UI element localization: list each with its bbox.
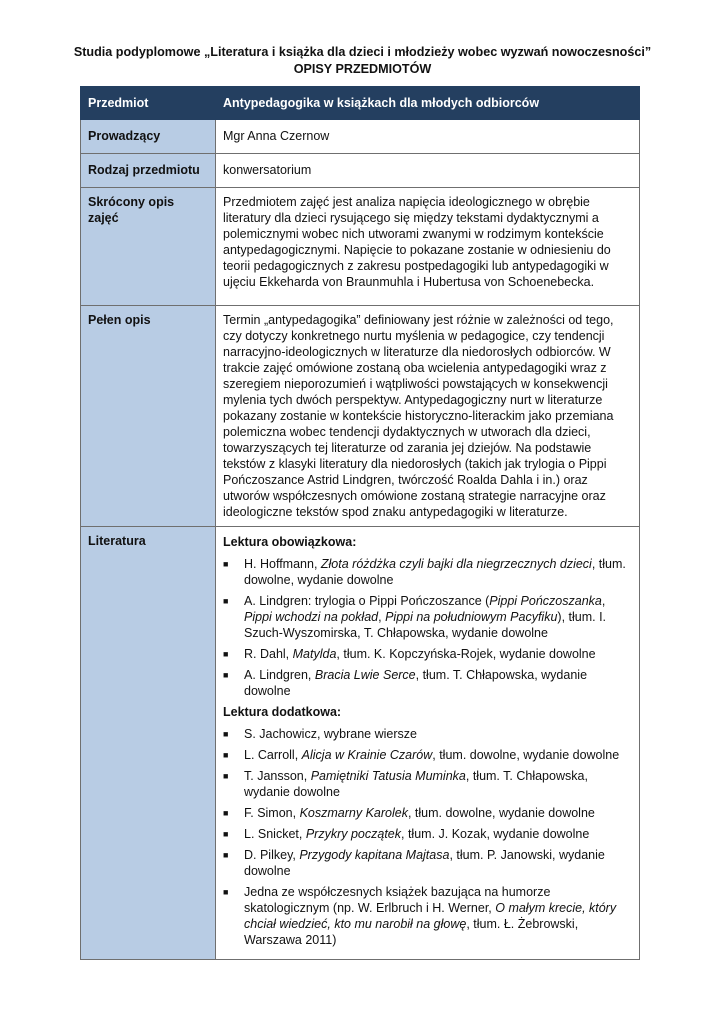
reading-text: L. Snicket,: [244, 827, 306, 841]
reading-text: S. Jachowicz, wybrane wiersze: [244, 727, 417, 741]
reading-list-item: [223, 747, 632, 763]
reading-text: H. Hoffmann,: [244, 557, 321, 571]
literature-cell: [216, 527, 640, 960]
book-title: Złota różdżka czyli bajki dla niegrzecznych dzieci: [320, 557, 592, 571]
reading-text: , tłum. dowolne, wydanie dowolne: [407, 806, 595, 820]
reading-list-item: [223, 556, 632, 588]
bullet-icon: ■: [223, 750, 229, 760]
reading-text: , tłum. dowolne, wydanie dowolne: [244, 557, 626, 587]
reading-list-item: [223, 646, 632, 662]
reading-list-item: [223, 826, 632, 842]
book-title: Pippi wchodzi na pokład: [244, 610, 379, 624]
bullet-icon: ■: [223, 850, 229, 860]
bullet-icon: ■: [223, 887, 229, 897]
reading-text: T. Jansson,: [244, 769, 311, 783]
reading-text: , tłum. dowolne, wydanie dowolne: [432, 748, 620, 762]
course-type-label: Rodzaj przedmiotu: [81, 154, 216, 188]
book-title: Koszmarny Karolek: [299, 806, 408, 820]
table-header-row: [81, 87, 640, 120]
section-title: OPISY PRZEDMIOTÓW: [293, 62, 432, 76]
table-row: [81, 306, 640, 527]
reading-text: , tłum. T. Chłapowska, wydanie dowolne: [244, 668, 588, 698]
bullet-icon: ■: [223, 596, 229, 606]
reading-text: F. Simon,: [244, 806, 300, 820]
reading-text: , tłum. T. Chłapowska, wydanie dowolne: [244, 769, 588, 799]
bullet-icon: ■: [223, 649, 229, 659]
reading-list-item: [223, 593, 632, 641]
program-title: Studia podyplomowe „Literatura i książka dla dzieci i młodzieży wobec wyzwań nowoczesności”: [73, 45, 652, 59]
course-type-value: konwersatorium: [216, 154, 640, 188]
reading-text: L. Carroll,: [244, 748, 302, 762]
table-row: [81, 188, 640, 306]
reading-list-item: [223, 726, 632, 742]
reading-text: A. Lindgren: trylogia o Pippi Pończoszance (: [244, 594, 490, 608]
reading-list-item: [223, 884, 632, 948]
course-description-table: [80, 86, 640, 960]
reading-text: ,: [378, 610, 386, 624]
reading-text: , tłum. P. Janowski, wydanie dowolne: [244, 848, 605, 878]
table-row: [81, 527, 640, 960]
bullet-icon: ■: [223, 729, 229, 739]
lecturer-value: Mgr Anna Czernow: [216, 120, 640, 154]
short-description-text: Przedmiotem zajęć jest analiza napięcia ideologicznego w obrębie literatury dla dzieci rysującego się między tekstami dydaktycznymi a polemicznymi wobec nich utworami zwanymi w rodzimym kontekście antypedagogicznymi. Napięcie to pokazane zostanie w odniesieniu do teorii pedagogicznych z zakresu postpedagogiki lub antypedagogiki w ujęciu Ekkeharda von Braunmuhla i Hubertusa von Schoenebecka.: [223, 195, 611, 289]
bullet-icon: ■: [223, 829, 229, 839]
reading-text: Jedna ze współczesnych książek bazująca na humorze skatologicznym (np. W. Erlbruch i H. Werner,: [244, 885, 551, 915]
full-description-label: Pełen opis: [81, 306, 216, 527]
table-row: [81, 120, 640, 154]
reading-list-item: [223, 805, 632, 821]
book-title: Alicja w Krainie Czarów: [301, 748, 433, 762]
additional-reading-list: [223, 726, 632, 948]
bullet-icon: ■: [223, 559, 229, 569]
short-description-cell: [216, 188, 640, 306]
reading-text: , tłum. K. Kopczyńska-Rojek, wydanie dowolne: [336, 647, 596, 661]
reading-text: A. Lindgren,: [244, 668, 315, 682]
full-description-cell: [216, 306, 640, 527]
book-title: Pamiętniki Tatusia Muminka: [310, 769, 466, 783]
bullet-icon: ■: [223, 670, 229, 680]
reading-text: ), tłum. I. Szuch-Wyszomirska, T. Chłapowska, wydanie dowolne: [244, 610, 607, 640]
reading-list-item: [223, 847, 632, 879]
book-title: Bracia Lwie Serce: [314, 668, 416, 682]
book-title: Pippi na południowym Pacyfiku: [385, 610, 558, 624]
bullet-icon: ■: [223, 771, 229, 781]
book-title: Matylda: [292, 647, 337, 661]
full-description-text: Termin „antypedagogika” definiowany jest różnie w zależności od tego, czy dotyczy konkretnego nurtu myślenia w pedagogice, czy tendencji narracyjno-ideologicznych w literaturze dla niedorosłych odbiorców. W trakcie zajęć omówione zostaną oba wcielenia antypedagogiki wraz z szeregiem nieporozumień i wątpliwości powstających w konsekwencji mylenia tych dwóch perspektyw. Antypedagogiczny nurt w literaturze pokazany zostanie w kontekście historyczno-literackim jako przemiana polemiczna wobec tendencji dydaktycznych w utworach dla dzieci, towarzyszących tej literaturze od zarania jej dziejów. Na podstawie tekstów z klasyki literatury dla niedorosłych (takich jak trylogia o Pippi Pończoszance Astrid Lindgren, twórczość Roalda Dahla i in.) oraz utworów współczesnych omówione zostaną strategie narracyjne oraz ideologiczne tekstów spod znaku antypedagogiki w literaturze.: [223, 313, 614, 519]
subject-name: Antypedagogika w książkach dla młodych odbiorców: [216, 87, 640, 120]
subject-label: Przedmiot: [81, 87, 216, 120]
book-title: Pippi Pończoszanka: [489, 594, 602, 608]
reading-text: , tłum. Ł. Żebrowski, Warszawa 2011): [244, 917, 579, 947]
book-title: Przykry początek: [305, 827, 402, 841]
reading-text: ,: [601, 594, 606, 608]
table-row: [81, 154, 640, 188]
reading-list-item: [223, 768, 632, 800]
document-header: [0, 44, 725, 78]
bullet-icon: ■: [223, 808, 229, 818]
reading-text: R. Dahl,: [244, 647, 293, 661]
reading-text: , tłum. J. Kozak, wydanie dowolne: [401, 827, 590, 841]
required-reading-list: [223, 556, 632, 699]
lecturer-label: Prowadzący: [81, 120, 216, 154]
book-title: O małym krecie, który chciał wiedzieć, kto mu narobił na głowę: [244, 901, 617, 931]
literature-label: Literatura: [81, 527, 216, 960]
reading-list-item: [223, 667, 632, 699]
book-title: Przygody kapitana Majtasa: [299, 848, 450, 862]
required-reading-heading: Lektura obowiązkowa:: [223, 535, 357, 549]
short-description-label: Skrócony opis zajęć: [81, 188, 216, 306]
additional-reading-heading: Lektura dodatkowa:: [223, 705, 342, 719]
reading-text: D. Pilkey,: [244, 848, 300, 862]
